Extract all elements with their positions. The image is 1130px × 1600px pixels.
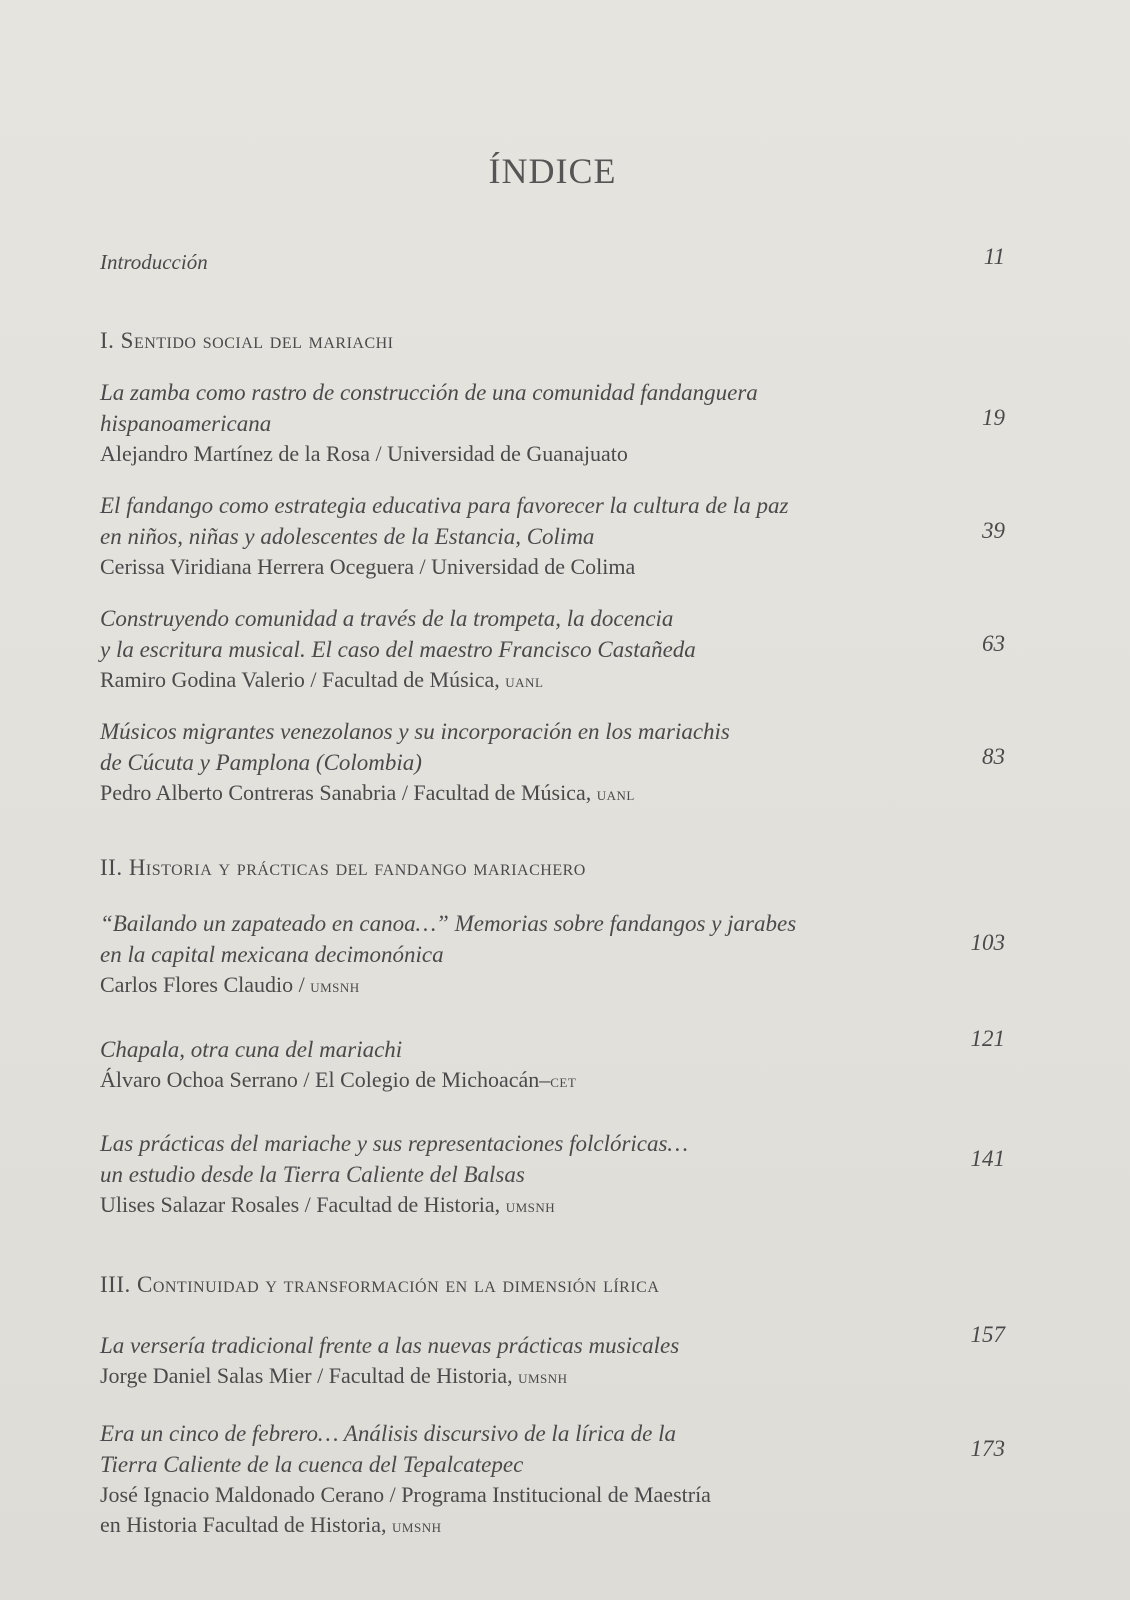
entry-author: Jorge Daniel Salas Mier / Facultad de Historia,	[100, 1363, 513, 1388]
entry-title-line: “Bailando un zapateado en canoa…” Memorias sobre fandangos y jarabes	[100, 911, 797, 936]
entry-title-line: La versería tradicional frente a las nuevas prácticas musicales	[100, 1333, 680, 1358]
institution-abbrev: umsnh	[392, 1516, 442, 1537]
entry-title-line: Las prácticas del mariache y sus representaciones folclóricas…	[100, 1131, 688, 1156]
section-heading-2: II. Historia y prácticas del fandango mariachero	[100, 855, 586, 880]
page-number: 11	[983, 244, 1005, 269]
entry-title-line: en niños, niñas y adolescentes de la Estancia, Colima	[100, 524, 595, 549]
institution-abbrev: umsnh	[505, 1196, 556, 1217]
entry-title-line: Músicos migrantes venezolanos y su incorporación en los mariachis	[100, 719, 730, 744]
entry-title-line: y la escritura musical. El caso del maestro Francisco Castañeda	[100, 637, 696, 662]
entry-author: Carlos Flores Claudio /	[100, 972, 305, 997]
toc-entry	[100, 1322, 1005, 1393]
section-heading-1: I. Sentido social del mariachi	[100, 328, 394, 353]
entry-author: Alejandro Martínez de la Rosa / Universidad de Guanajuato	[100, 441, 628, 466]
page-number: 121	[970, 1026, 1005, 1051]
toc-introduction	[100, 244, 1005, 275]
entry-title-line: un estudio desde la Tierra Caliente del Balsas	[100, 1162, 525, 1187]
page-number: 39	[982, 518, 1005, 543]
entry-author: Pedro Alberto Contreras Sanabria / Facultad de Música,	[100, 780, 592, 805]
toc-entry	[100, 1026, 1005, 1097]
page-number: 173	[970, 1436, 1005, 1461]
section-heading-3: III. Continuidad y transformación en la dimensión lírica	[100, 1272, 660, 1297]
entry-title-line: Tierra Caliente de la cuenca del Tepalcatepec	[100, 1452, 524, 1477]
institution-abbrev: uanl	[596, 784, 635, 805]
page-number: 157	[970, 1322, 1005, 1347]
toc-entry	[100, 716, 1005, 810]
entry-author: Ramiro Godina Valerio / Facultad de Música,	[100, 667, 500, 692]
page-number: 103	[970, 930, 1005, 955]
institution-abbrev: umsnh	[310, 976, 360, 997]
toc-entry	[100, 490, 1005, 582]
entry-author-continued: en Historia Facultad de Historia,	[100, 1512, 387, 1537]
toc-entry	[100, 377, 1005, 469]
entry-author: Álvaro Ochoa Serrano / El Colegio de Michoacán–	[100, 1067, 551, 1092]
toc-entry	[100, 603, 1005, 697]
page-number: 141	[970, 1146, 1005, 1171]
entry-author: Ulises Salazar Rosales / Facultad de Historia,	[100, 1192, 501, 1217]
entry-title-line: La zamba como rastro de construcción de una comunidad fandanguera	[100, 380, 758, 405]
entry-title-line: hispanoamericana	[100, 411, 272, 436]
intro-label: Introducción	[100, 250, 208, 274]
entry-title-line: Era un cinco de febrero… Análisis discursivo de la lírica de la	[100, 1421, 676, 1446]
entry-author: Cerissa Viridiana Herrera Oceguera / Universidad de Colima	[100, 554, 636, 579]
toc-entry	[100, 1418, 1005, 1542]
institution-abbrev: uanl	[505, 671, 544, 692]
toc-entry	[100, 908, 1005, 1002]
toc-entry	[100, 1128, 1005, 1222]
entry-title-line: de Cúcuta y Pamplona (Colombia)	[100, 750, 422, 775]
entry-title-line: en la capital mexicana decimonónica	[100, 942, 444, 967]
entry-title-line: El fandango como estrategia educativa para favorecer la cultura de la paz	[100, 493, 789, 518]
page-number: 63	[982, 631, 1005, 656]
entry-author: José Ignacio Maldonado Cerano / Programa Institucional de Maestría	[100, 1482, 711, 1507]
page-number: 83	[982, 744, 1005, 769]
institution-abbrev: umsnh	[518, 1367, 568, 1388]
page-number: 19	[982, 405, 1005, 430]
entry-title-line: Construyendo comunidad a través de la trompeta, la docencia	[100, 606, 674, 631]
entry-title-line: Chapala, otra cuna del mariachi	[100, 1037, 403, 1062]
page-title: ÍNDICE	[488, 151, 617, 191]
institution-abbrev: cet	[550, 1071, 577, 1092]
